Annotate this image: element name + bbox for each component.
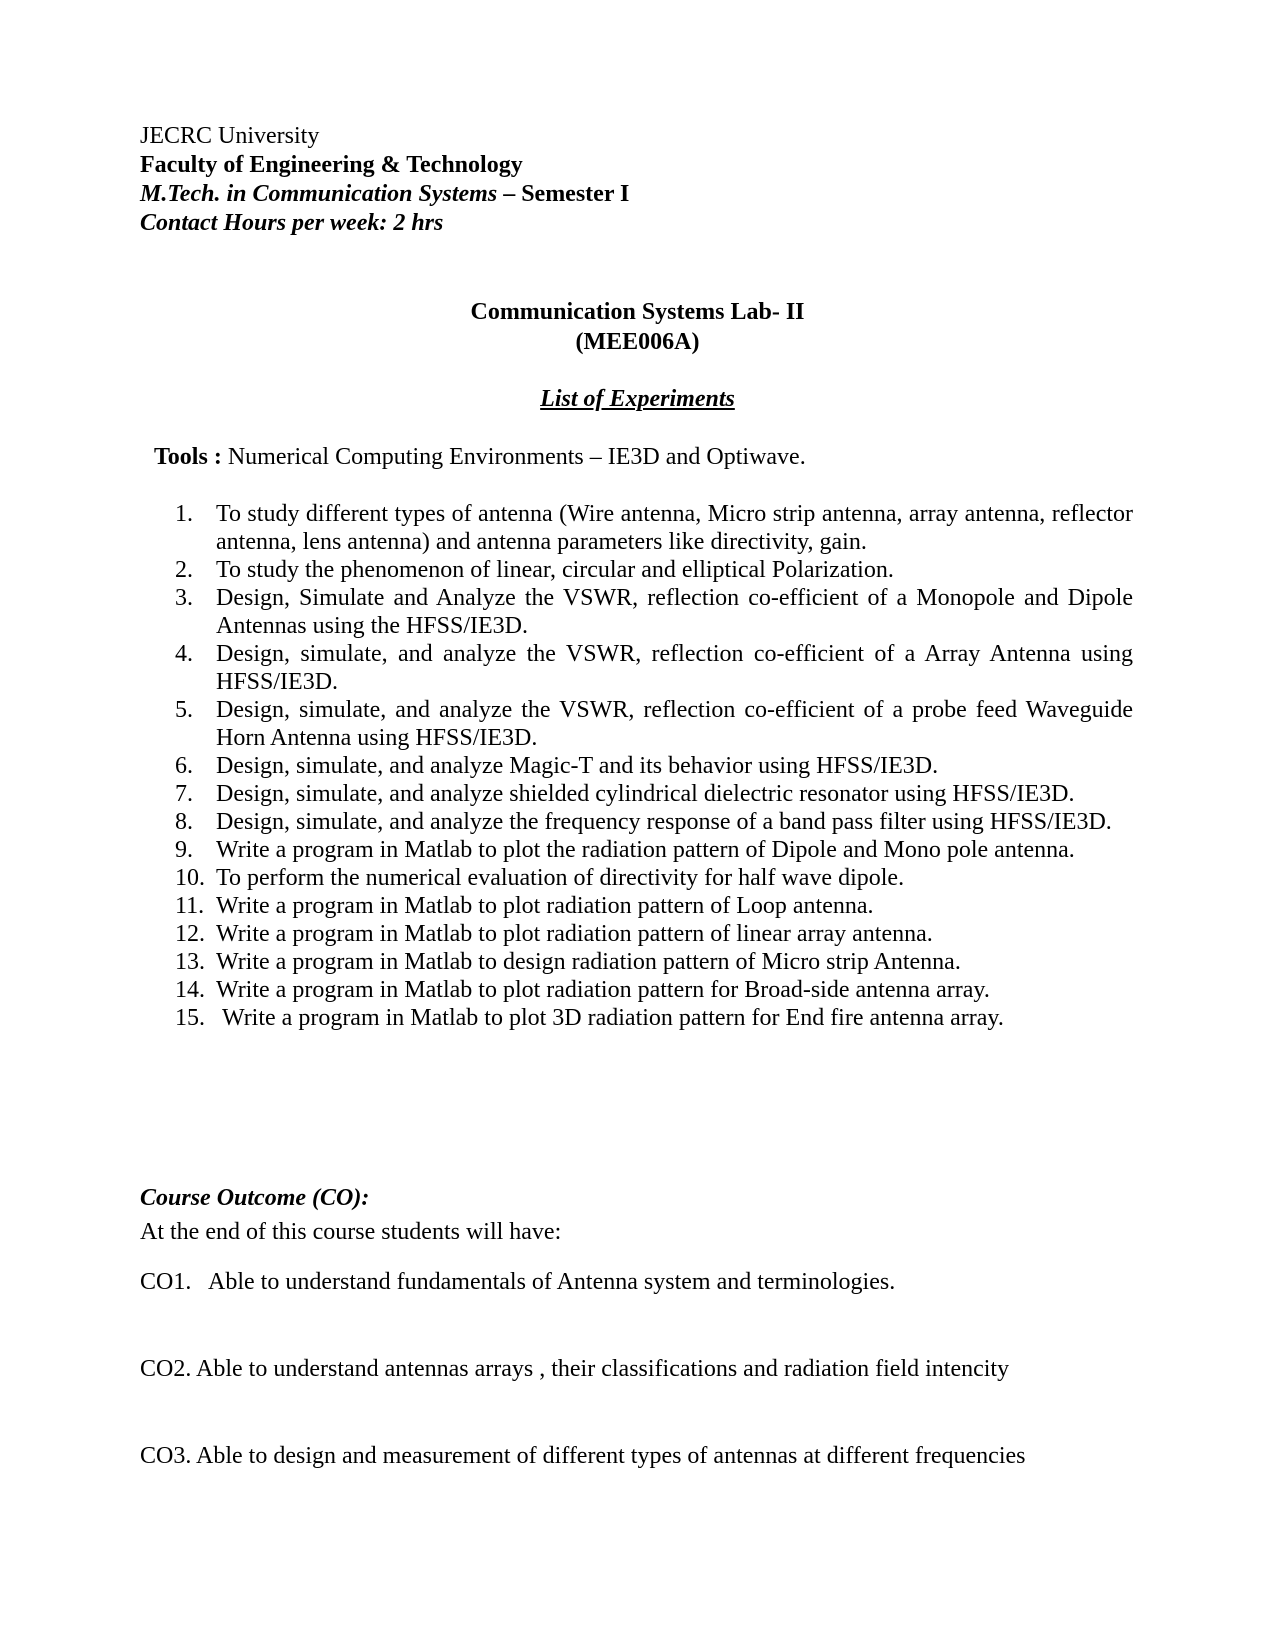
course-code: (MEE006A) [575, 329, 700, 355]
course-outcome-1: CO1. Able to understand fundamentals of Antenna system and terminologies. [140, 1269, 896, 1295]
experiment-list [175, 500, 1139, 1032]
experiment-number: 4. [175, 641, 193, 667]
experiment-text: Design, simulate, and analyze shielded cylindrical dielectric resonator using HFSS/IE3D. [216, 781, 1075, 807]
experiment-text: Design, simulate, and analyze the frequency response of a band pass filter using HFSS/IE3D. [216, 809, 1112, 835]
experiment-item [175, 500, 1139, 556]
experiment-number: 6. [175, 753, 193, 779]
experiment-text: Design, simulate, and analyze the VSWR, reflection co-efficient of a Array Antenna using HFSS/IE3D. [216, 641, 1139, 695]
program-name: M.Tech. in Communication Systems [140, 181, 498, 207]
program-separator: – [497, 181, 522, 207]
experiment-text: Design, simulate, and analyze Magic-T and its behavior using HFSS/IE3D. [216, 753, 939, 779]
course-outcome-heading: Course Outcome (CO): [140, 1185, 370, 1211]
experiment-number: 2. [175, 557, 193, 583]
document-header [140, 122, 629, 238]
experiment-item [175, 752, 1133, 780]
course-outcome-2: CO2. Able to understand antennas arrays , their classifications and radiation field intencity [140, 1356, 1010, 1382]
experiment-text: Write a program in Matlab to plot radiation pattern of linear array antenna. [216, 921, 933, 947]
experiment-item [175, 780, 1133, 808]
experiment-item [175, 808, 1133, 836]
tools-line [154, 443, 806, 471]
experiment-number: 14. [175, 977, 205, 1003]
experiment-text: Write a program in Matlab to plot the radiation pattern of Dipole and Mono pole antenna. [216, 837, 1075, 863]
faculty-name: Faculty of Engineering & Technology [140, 152, 523, 178]
list-heading: List of Experiments [540, 386, 735, 412]
experiment-text: Write a program in Matlab to design radiation pattern of Micro strip Antenna. [216, 949, 961, 975]
course-outcome-3: CO3. Able to design and measurement of different types of antennas at different frequencies [140, 1443, 1026, 1469]
course-outcome-intro: At the end of this course students will have: [140, 1219, 562, 1245]
experiment-number: 13. [175, 949, 205, 975]
experiment-item [175, 976, 1133, 1004]
program-line [140, 180, 629, 209]
experiment-item [175, 556, 1133, 584]
experiment-number: 10. [175, 865, 205, 891]
experiment-item [175, 640, 1139, 696]
experiment-item [175, 892, 1133, 920]
experiment-number: 8. [175, 809, 193, 835]
experiment-text: Write a program in Matlab to plot radiation pattern of Loop antenna. [216, 893, 874, 919]
experiment-text: Design, Simulate and Analyze the VSWR, reflection co-efficient of a Monopole and Dipole Antennas using the HFSS/IE3D. [216, 585, 1138, 639]
experiment-item [175, 948, 1133, 976]
experiment-number: 1. [175, 501, 193, 527]
experiment-text: To study the phenomenon of linear, circular and elliptical Polarization. [216, 557, 894, 583]
semester: Semester I [521, 181, 630, 207]
experiment-number: 7. [175, 781, 193, 807]
experiment-item [175, 696, 1139, 752]
experiment-number: 9. [175, 837, 193, 863]
experiment-text: Write a program in Matlab to plot 3D radiation pattern for End fire antenna array. [216, 1005, 1004, 1031]
contact-hours: Contact Hours per week: 2 hrs [140, 210, 444, 236]
experiment-text: To perform the numerical evaluation of directivity for half wave dipole. [216, 865, 905, 891]
experiment-item [175, 584, 1138, 640]
tools-label: Tools : [154, 444, 222, 470]
experiment-item [175, 836, 1133, 864]
experiment-item [175, 920, 1133, 948]
experiment-number: 3. [175, 585, 193, 611]
experiment-number: 12. [175, 921, 205, 947]
experiment-text: To study different types of antenna (Wire antenna, Micro strip antenna, array antenna, reflector antenna, lens antenna) and antenna parameters like directivity, gain. [216, 501, 1139, 555]
experiment-number: 5. [175, 697, 193, 723]
university-name: JECRC University [140, 123, 320, 149]
experiment-item [175, 1004, 1133, 1032]
experiment-number: 15. [175, 1005, 205, 1031]
tools-text: Numerical Computing Environments – IE3D and Optiwave. [221, 444, 806, 470]
experiment-item [175, 864, 1133, 892]
experiment-text: Design, simulate, and analyze the VSWR, reflection co-efficient of a probe feed Waveguide Horn Antenna using HFSS/IE3D. [216, 697, 1139, 751]
experiment-number: 11. [175, 893, 205, 919]
experiment-text: Write a program in Matlab to plot radiation pattern for Broad-side antenna array. [216, 977, 990, 1003]
course-title: Communication Systems Lab- II [470, 299, 805, 325]
